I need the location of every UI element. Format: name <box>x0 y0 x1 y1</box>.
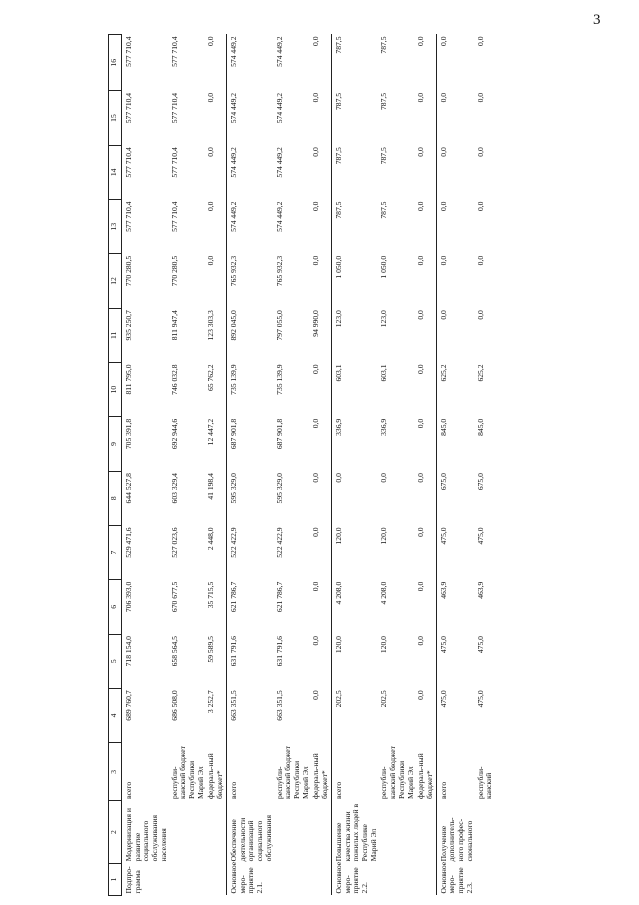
column-header-10: 10 <box>109 362 122 416</box>
value-cell: 1 050,0 <box>331 254 379 308</box>
value-cell: 621 786,7 <box>274 581 284 613</box>
value-cell: 0,0 <box>311 581 321 592</box>
value-cell: 0,0 <box>311 690 321 700</box>
table-row <box>226 35 274 896</box>
value-cell: 621 786,7 <box>226 580 274 634</box>
funding-source-cell: федераль-ный бюджет* <box>206 753 225 799</box>
value-cell: 765 932,3 <box>226 254 274 308</box>
column-header-11: 11 <box>109 308 122 362</box>
value-cell: 0,0 <box>311 527 321 537</box>
value-cell: 787,5 <box>331 200 379 254</box>
value-cell: 529 471,6 <box>124 527 133 558</box>
value-cell: 0,0 <box>206 92 216 103</box>
value-cell: 0,0 <box>416 364 426 374</box>
value-cell: 574 449,2 <box>274 147 284 178</box>
value-cell: 0,0 <box>311 36 321 46</box>
value-cell: 574 449,2 <box>274 36 284 67</box>
value-cell: 746 032,8 <box>169 364 179 395</box>
funding-source-cell: всего <box>436 743 475 801</box>
item-code-cell: Подпро-грамма <box>124 866 142 894</box>
value-cell: 770 280,5 <box>169 255 179 287</box>
column-header-4: 4 <box>109 688 122 742</box>
item-code-cell: Основное меро-приятие 2.3. <box>436 863 475 895</box>
value-cell: 574 449,2 <box>226 200 274 254</box>
item-code-cell <box>275 863 312 895</box>
value-cell: 0,0 <box>416 255 426 266</box>
item-code-cell <box>170 863 207 895</box>
value-cell: 65 762,2 <box>206 364 216 392</box>
table-row <box>436 35 475 896</box>
item-name-cell: Обеспечение деятельности организаций социального обслуживания <box>226 801 274 863</box>
value-cell: 603,1 <box>331 362 379 416</box>
column-header-14: 14 <box>109 145 122 199</box>
value-cell: 574 449,2 <box>274 201 284 232</box>
value-cell: 845,0 <box>436 417 475 471</box>
value-cell: 0,0 <box>416 36 426 46</box>
item-name-cell: Модернизация и развитие социального обслуживания населения <box>124 808 168 862</box>
value-cell: 811 795,0 <box>124 364 133 395</box>
funding-source-cell: республи-канский бюджет Республики Марий Эл <box>169 746 205 799</box>
value-cell: 475,0 <box>475 690 485 708</box>
value-cell: 336,9 <box>331 417 379 471</box>
value-cell: 0,0 <box>331 471 379 525</box>
value-cell: 577 710,4 <box>169 201 179 232</box>
value-cell: 0,0 <box>416 473 426 483</box>
value-cell: 475,0 <box>436 525 475 579</box>
value-cell: 4 208,0 <box>379 581 389 605</box>
value-cell: 0,0 <box>311 201 321 212</box>
table-row <box>311 35 331 896</box>
value-cell: 120,0 <box>379 527 389 545</box>
value-cell: 0,0 <box>436 91 475 145</box>
value-cell: 120,0 <box>331 525 379 579</box>
item-name-cell <box>476 801 495 863</box>
item-name-cell <box>275 801 312 863</box>
value-cell: 0,0 <box>475 36 485 46</box>
funding-source-cell: федераль-ный бюджет* <box>416 753 434 799</box>
value-cell: 0,0 <box>475 147 485 157</box>
value-cell: 4 208,0 <box>331 580 379 634</box>
value-cell: 0,0 <box>436 145 475 199</box>
value-cell: 595 329,0 <box>226 471 274 525</box>
value-cell: 0,0 <box>416 636 426 646</box>
value-cell: 845,0 <box>475 418 485 436</box>
funding-source-cell: федераль-ный бюджет* <box>311 753 330 799</box>
item-code-cell <box>206 863 226 895</box>
value-cell: 0,0 <box>311 364 321 374</box>
table-row <box>170 35 207 896</box>
value-cell: 0,0 <box>311 92 321 103</box>
table-row <box>275 35 312 896</box>
table-row <box>416 35 436 896</box>
value-cell: 0,0 <box>416 418 426 429</box>
item-name-cell <box>206 801 226 863</box>
value-cell: 574 449,2 <box>274 92 284 124</box>
item-name-cell <box>311 801 331 863</box>
column-header-13: 13 <box>109 200 122 254</box>
item-name-cell <box>170 801 207 863</box>
value-cell: 0,0 <box>436 200 475 254</box>
value-cell: 787,5 <box>331 35 379 91</box>
budget-table <box>108 34 495 896</box>
value-cell: 577 710,4 <box>169 36 179 67</box>
value-cell: 0,0 <box>206 201 216 212</box>
table-body <box>122 35 496 896</box>
column-header-15: 15 <box>109 91 122 145</box>
column-header-5: 5 <box>109 634 122 688</box>
value-cell: 765 932,3 <box>274 255 284 287</box>
item-code-cell <box>476 863 495 895</box>
table-row <box>206 35 226 896</box>
value-cell: 577 710,4 <box>169 92 179 124</box>
value-cell: 0,0 <box>416 310 426 320</box>
value-cell: 625,2 <box>475 364 485 382</box>
column-number-header <box>109 35 122 896</box>
value-cell: 35 715,5 <box>206 581 216 609</box>
value-cell: 603,1 <box>379 364 389 382</box>
value-cell: 787,5 <box>331 91 379 145</box>
funding-source-cell: республи-канский <box>475 766 494 799</box>
value-cell: 675,0 <box>436 471 475 525</box>
value-cell: 625,2 <box>436 362 475 416</box>
value-cell: 787,5 <box>379 201 389 219</box>
value-cell: 0,0 <box>206 36 216 46</box>
value-cell: 522 422,9 <box>274 527 284 558</box>
value-cell: 336,9 <box>379 418 389 436</box>
value-cell: 577 710,4 <box>124 92 133 124</box>
column-header-8: 8 <box>109 471 122 525</box>
value-cell: 475,0 <box>436 634 475 688</box>
value-cell: 663 351,5 <box>226 688 274 742</box>
value-cell: 475,0 <box>436 688 475 742</box>
table-row <box>331 35 379 896</box>
value-cell: 12 447,2 <box>206 418 216 446</box>
value-cell: 0,0 <box>475 92 485 103</box>
item-code-cell <box>379 863 416 895</box>
value-cell: 644 527,8 <box>124 473 133 504</box>
value-cell: 686 508,0 <box>169 690 179 721</box>
column-header-3: 3 <box>109 743 122 801</box>
value-cell: 603 329,4 <box>169 473 179 504</box>
table-row <box>122 35 170 896</box>
value-cell: 787,5 <box>379 92 389 110</box>
value-cell: 0,0 <box>416 201 426 212</box>
value-cell: 0,0 <box>436 254 475 308</box>
value-cell: 675,0 <box>475 473 485 491</box>
value-cell: 0,0 <box>311 147 321 157</box>
value-cell: 706 393,0 <box>124 581 133 613</box>
value-cell: 475,0 <box>475 527 485 545</box>
column-header-6: 6 <box>109 580 122 634</box>
page-number: 3 <box>593 12 601 28</box>
value-cell: 705 391,8 <box>124 418 133 450</box>
value-cell: 770 280,5 <box>124 255 133 287</box>
value-cell: 892 045,0 <box>226 308 274 362</box>
value-cell: 475,0 <box>475 636 485 654</box>
value-cell: 123,0 <box>379 310 389 328</box>
value-cell: 689 760,7 <box>124 690 133 721</box>
value-cell: 0,0 <box>475 201 485 212</box>
value-cell: 123,0 <box>331 308 379 362</box>
value-cell: 0,0 <box>206 147 216 157</box>
value-cell: 0,0 <box>416 581 426 592</box>
column-header-2: 2 <box>109 801 122 863</box>
value-cell: 670 677,5 <box>169 581 179 613</box>
value-cell: 687 901,8 <box>226 417 274 471</box>
value-cell: 41 198,4 <box>206 473 216 500</box>
value-cell: 935 250,7 <box>124 310 133 341</box>
funding-source-cell: республи-канский бюджет Республики Марий Эл <box>274 746 310 799</box>
column-header-16: 16 <box>109 35 122 91</box>
value-cell: 463,9 <box>436 580 475 634</box>
value-cell: 658 564,5 <box>169 636 179 667</box>
value-cell: 0,0 <box>311 473 321 483</box>
column-header-12: 12 <box>109 254 122 308</box>
value-cell: 0,0 <box>416 690 426 700</box>
value-cell: 527 023,6 <box>169 527 179 558</box>
value-cell: 595 329,0 <box>274 473 284 504</box>
value-cell: 787,5 <box>379 147 389 165</box>
item-code-cell: Основное меро-приятие 2.1. <box>226 863 274 895</box>
value-cell: 123 303,3 <box>206 310 216 341</box>
value-cell: 94 990,0 <box>311 310 321 337</box>
value-cell: 787,5 <box>331 145 379 199</box>
value-cell: 574 449,2 <box>226 35 274 91</box>
value-cell: 0,0 <box>206 255 216 266</box>
column-header-9: 9 <box>109 417 122 471</box>
funding-source-cell: всего <box>226 743 274 801</box>
value-cell: 687 901,8 <box>274 418 284 450</box>
item-name-cell <box>416 801 436 863</box>
value-cell: 202,5 <box>331 688 379 742</box>
value-cell: 631 791,6 <box>226 634 274 688</box>
item-name-cell: Получение дополнитель-ного профес-сионального <box>436 801 475 863</box>
item-code-cell <box>416 863 436 895</box>
value-cell: 0,0 <box>311 418 321 429</box>
value-cell: 577 710,4 <box>124 36 133 67</box>
item-name-cell <box>379 801 416 863</box>
value-cell: 0,0 <box>436 35 475 91</box>
value-cell: 0,0 <box>379 473 389 483</box>
value-cell: 692 944,6 <box>169 418 179 450</box>
item-code-cell <box>311 863 331 895</box>
value-cell: 811 947,4 <box>169 310 179 341</box>
value-cell: 522 422,9 <box>226 525 274 579</box>
value-cell: 120,0 <box>379 636 389 654</box>
value-cell: 0,0 <box>416 527 426 537</box>
value-cell: 0,0 <box>416 147 426 157</box>
value-cell: 663 351,5 <box>274 690 284 721</box>
value-cell: 463,9 <box>475 581 485 599</box>
item-code-cell: Основное меро-приятие 2.2. <box>331 863 379 895</box>
value-cell: 797 055,0 <box>274 310 284 341</box>
value-cell: 59 589,5 <box>206 636 216 663</box>
value-cell: 577 710,4 <box>124 147 133 178</box>
value-cell: 3 252,7 <box>206 690 216 714</box>
value-cell: 0,0 <box>311 636 321 646</box>
value-cell: 0,0 <box>311 255 321 266</box>
value-cell: 735 139,9 <box>274 364 284 395</box>
value-cell: 1 050,0 <box>379 255 389 279</box>
funding-source-cell: всего <box>331 743 379 801</box>
value-cell: 0,0 <box>436 308 475 362</box>
value-cell: 120,0 <box>331 634 379 688</box>
value-cell: 574 449,2 <box>226 145 274 199</box>
column-header-1: 1 <box>109 863 122 895</box>
value-cell: 574 449,2 <box>226 91 274 145</box>
value-cell: 0,0 <box>475 310 485 320</box>
item-name-cell: Повышение качества жизни пожилых людей в Республике Марий Эл <box>331 801 379 863</box>
value-cell: 735 139,9 <box>226 362 274 416</box>
table-row <box>476 35 495 896</box>
funding-source-cell: всего <box>124 781 133 799</box>
value-cell: 577 710,4 <box>124 201 133 232</box>
rotated-table-container <box>108 34 538 896</box>
value-cell: 202,5 <box>379 690 389 708</box>
column-header-7: 7 <box>109 525 122 579</box>
funding-source-cell: республи-канский бюджет Республики Марий Эл <box>379 746 415 799</box>
value-cell: 2 448,0 <box>206 527 216 551</box>
table-row <box>379 35 416 896</box>
value-cell: 577 710,4 <box>169 147 179 178</box>
value-cell: 0,0 <box>416 92 426 103</box>
value-cell: 0,0 <box>475 255 485 266</box>
value-cell: 631 791,6 <box>274 636 284 667</box>
value-cell: 787,5 <box>379 36 389 54</box>
value-cell: 718 154,0 <box>124 636 133 667</box>
